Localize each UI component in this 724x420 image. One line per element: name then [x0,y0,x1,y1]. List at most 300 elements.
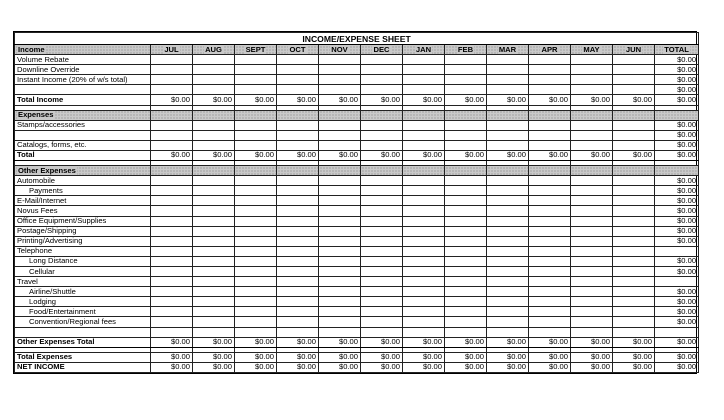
month-cell[interactable] [613,85,655,95]
month-cell[interactable] [235,266,277,276]
month-cell[interactable] [361,266,403,276]
month-cell[interactable] [193,226,235,236]
month-total-cell: $0.00 [445,352,487,362]
month-cell[interactable] [277,317,319,327]
month-cell[interactable] [613,287,655,297]
month-cell[interactable] [319,186,361,196]
month-cell[interactable] [319,277,361,287]
month-cell[interactable] [361,140,403,150]
month-cell[interactable] [151,186,193,196]
month-cell[interactable] [445,65,487,75]
expenses-header [15,110,699,120]
month-cell[interactable] [319,85,361,95]
month-cell[interactable] [277,176,319,186]
month-total-cell: $0.00 [487,352,529,362]
month-cell[interactable] [361,297,403,307]
month-cell[interactable] [361,226,403,236]
month-cell[interactable] [613,246,655,256]
month-total-cell: $0.00 [277,362,319,372]
month-cell[interactable] [403,226,445,236]
month-cell[interactable] [403,287,445,297]
month-cell[interactable] [193,297,235,307]
month-cell[interactable] [277,75,319,85]
month-cell[interactable] [487,196,529,206]
month-cell[interactable] [571,55,613,65]
month-cell[interactable] [361,120,403,130]
month-cell[interactable] [613,277,655,287]
month-cell[interactable] [277,186,319,196]
month-cell[interactable] [193,266,235,276]
month-cell[interactable] [613,226,655,236]
month-cell[interactable] [529,277,571,287]
month-cell[interactable] [613,216,655,226]
month-cell[interactable] [571,120,613,130]
month-cell[interactable] [529,65,571,75]
month-cell[interactable] [445,317,487,327]
month-cell[interactable] [529,176,571,186]
month-cell[interactable] [235,216,277,226]
month-cell[interactable] [151,287,193,297]
month-cell[interactable] [235,297,277,307]
month-cell[interactable] [445,297,487,307]
month-cell[interactable] [571,246,613,256]
month-cell[interactable] [361,55,403,65]
month-cell[interactable] [403,75,445,85]
month-cell[interactable] [487,206,529,216]
month-total-cell: $0.00 [319,337,361,347]
month-cell[interactable] [403,266,445,276]
month-cell[interactable] [319,287,361,297]
month-cell[interactable] [487,65,529,75]
month-cell[interactable] [487,176,529,186]
month-cell[interactable] [487,266,529,276]
month-cell[interactable] [277,266,319,276]
month-cell[interactable] [235,236,277,246]
month-cell[interactable] [235,176,277,186]
month-cell[interactable] [403,277,445,287]
month-cell[interactable] [151,75,193,85]
month-cell[interactable] [529,55,571,65]
month-cell[interactable] [277,130,319,140]
month-cell[interactable] [571,297,613,307]
month-cell[interactable] [487,85,529,95]
month-cell[interactable] [487,55,529,65]
month-cell[interactable] [445,186,487,196]
month-cell[interactable] [361,287,403,297]
month-cell[interactable] [193,140,235,150]
month-cell[interactable] [487,216,529,226]
month-cell[interactable] [403,216,445,226]
month-cell[interactable] [403,65,445,75]
month-cell[interactable] [613,297,655,307]
month-cell[interactable] [235,307,277,317]
month-cell[interactable] [403,196,445,206]
month-cell[interactable] [445,236,487,246]
month-cell[interactable] [571,85,613,95]
month-cell[interactable] [529,120,571,130]
month-cell[interactable] [319,176,361,186]
month-cell[interactable] [571,307,613,317]
month-cell[interactable] [319,130,361,140]
month-cell[interactable] [613,186,655,196]
month-cell[interactable] [571,256,613,266]
month-cell[interactable] [361,246,403,256]
month-cell[interactable] [613,65,655,75]
month-cell[interactable] [193,287,235,297]
month-cell[interactable] [529,186,571,196]
month-cell[interactable] [403,140,445,150]
month-cell[interactable] [193,236,235,246]
month-cell[interactable] [277,216,319,226]
month-cell[interactable] [445,216,487,226]
month-cell[interactable] [235,75,277,85]
month-cell[interactable] [193,216,235,226]
month-cell[interactable] [487,236,529,246]
row-total-cell: $0.00 [655,120,699,130]
month-cell[interactable] [529,307,571,317]
month-cell[interactable] [571,196,613,206]
month-cell[interactable] [319,120,361,130]
month-cell[interactable] [151,256,193,266]
month-cell[interactable] [613,317,655,327]
row-total-cell: $0.00 [655,186,699,196]
month-cell[interactable] [487,256,529,266]
month-cell[interactable] [151,130,193,140]
month-cell[interactable] [277,256,319,266]
month-cell[interactable] [193,120,235,130]
month-cell[interactable] [613,176,655,186]
month-cell[interactable] [571,266,613,276]
month-cell[interactable] [235,186,277,196]
month-cell[interactable] [403,120,445,130]
month-cell[interactable] [529,226,571,236]
line-item-label: Automobile [15,176,151,186]
month-cell[interactable] [193,196,235,206]
month-cell[interactable] [277,246,319,256]
month-cell[interactable] [277,297,319,307]
month-cell[interactable] [193,85,235,95]
line-item-row [15,196,699,206]
month-cell[interactable] [529,140,571,150]
month-cell[interactable] [193,256,235,266]
month-cell[interactable] [613,196,655,206]
month-cell[interactable] [403,236,445,246]
month-cell[interactable] [361,65,403,75]
month-cell[interactable] [319,226,361,236]
month-cell[interactable] [487,246,529,256]
row-total-cell: $0.00 [655,55,699,65]
month-cell[interactable] [361,317,403,327]
month-cell[interactable] [193,277,235,287]
month-cell[interactable] [403,206,445,216]
month-cell[interactable] [403,176,445,186]
month-cell[interactable] [277,236,319,246]
month-cell[interactable] [319,266,361,276]
blank-row [15,130,699,140]
month-cell[interactable] [529,216,571,226]
blank-cell [655,327,699,337]
month-cell[interactable] [445,130,487,140]
month-cell[interactable] [529,246,571,256]
month-cell[interactable] [445,246,487,256]
blank-cell[interactable] [15,130,151,140]
month-cell[interactable] [403,55,445,65]
month-header-11 [613,166,655,176]
month-cell[interactable] [235,256,277,266]
month-cell[interactable] [571,206,613,216]
month-cell[interactable] [277,307,319,317]
net-income-row-label: NET INCOME [15,362,151,372]
month-cell[interactable] [571,186,613,196]
month-cell[interactable] [151,226,193,236]
month-cell[interactable] [277,287,319,297]
month-cell[interactable] [613,236,655,246]
month-cell[interactable] [235,120,277,130]
month-cell[interactable] [319,216,361,226]
month-header-1 [193,110,235,120]
month-cell[interactable] [403,186,445,196]
month-cell[interactable] [277,55,319,65]
month-cell[interactable] [487,186,529,196]
total-header-label: TOTAL [664,44,689,54]
month-cell[interactable] [571,287,613,297]
month-cell[interactable] [529,317,571,327]
month-cell[interactable] [487,226,529,236]
month-cell[interactable] [403,297,445,307]
month-cell[interactable] [613,266,655,276]
month-cell[interactable] [151,307,193,317]
month-cell[interactable] [571,140,613,150]
month-cell[interactable] [613,307,655,317]
month-cell[interactable] [571,176,613,186]
month-cell[interactable] [529,206,571,216]
month-cell[interactable] [403,307,445,317]
month-cell[interactable] [529,130,571,140]
month-cell[interactable] [277,120,319,130]
blank-cell [15,327,151,337]
month-cell[interactable] [529,75,571,85]
month-cell[interactable] [319,307,361,317]
month-cell[interactable] [151,120,193,130]
line-item-row [15,120,699,130]
month-cell[interactable] [571,226,613,236]
month-cell[interactable] [445,307,487,317]
month-total-cell: $0.00 [277,150,319,160]
month-cell[interactable] [151,297,193,307]
month-cell[interactable] [151,206,193,216]
month-cell[interactable] [445,206,487,216]
month-cell[interactable] [319,55,361,65]
month-cell[interactable] [571,130,613,140]
month-cell[interactable] [277,277,319,287]
month-cell[interactable] [235,317,277,327]
month-cell[interactable] [445,176,487,186]
month-cell[interactable] [319,196,361,206]
month-cell[interactable] [571,75,613,85]
month-cell[interactable] [445,120,487,130]
month-cell[interactable] [529,196,571,206]
month-cell[interactable] [193,307,235,317]
month-header-9 [529,166,571,176]
month-cell[interactable] [361,75,403,85]
month-cell[interactable] [235,277,277,287]
month-cell[interactable] [613,206,655,216]
month-cell[interactable] [151,176,193,186]
month-cell[interactable] [151,55,193,65]
blank-cell [445,327,487,337]
month-cell[interactable] [151,216,193,226]
month-header-10 [571,45,613,55]
month-cell[interactable] [571,65,613,75]
month-cell[interactable] [193,55,235,65]
month-cell[interactable] [277,206,319,216]
month-cell[interactable] [193,186,235,196]
month-cell[interactable] [235,65,277,75]
month-header-label: DEC [373,44,390,54]
month-cell[interactable] [319,317,361,327]
month-cell[interactable] [361,176,403,186]
month-cell[interactable] [403,85,445,95]
month-cell[interactable] [529,297,571,307]
month-cell[interactable] [613,256,655,266]
month-cell[interactable] [235,196,277,206]
blank-cell [151,327,193,337]
month-cell[interactable] [487,317,529,327]
month-cell[interactable] [571,236,613,246]
month-cell[interactable] [613,140,655,150]
total-expenses-row [15,352,699,362]
month-cell[interactable] [445,277,487,287]
month-cell[interactable] [151,317,193,327]
other-expenses-header [15,166,699,176]
month-cell[interactable] [571,216,613,226]
month-cell[interactable] [445,256,487,266]
month-cell[interactable] [529,266,571,276]
month-cell[interactable] [529,256,571,266]
month-cell[interactable] [277,65,319,75]
blank-cell [403,327,445,337]
month-cell[interactable] [487,120,529,130]
month-cell[interactable] [277,226,319,236]
month-cell[interactable] [151,85,193,95]
month-cell[interactable] [487,75,529,85]
month-cell[interactable] [361,307,403,317]
month-cell[interactable] [613,120,655,130]
month-cell[interactable] [613,75,655,85]
month-cell[interactable] [151,266,193,276]
month-cell[interactable] [529,287,571,297]
month-cell[interactable] [151,140,193,150]
month-cell[interactable] [445,75,487,85]
month-total-cell: $0.00 [235,150,277,160]
month-cell[interactable] [487,307,529,317]
month-cell[interactable] [319,140,361,150]
month-cell[interactable] [193,65,235,75]
line-item-row [15,206,699,216]
month-cell[interactable] [361,206,403,216]
month-cell[interactable] [319,246,361,256]
month-cell[interactable] [193,317,235,327]
month-cell[interactable] [445,85,487,95]
month-cell[interactable] [319,256,361,266]
month-cell[interactable] [235,140,277,150]
month-cell[interactable] [487,287,529,297]
month-cell[interactable] [193,206,235,216]
month-cell[interactable] [277,85,319,95]
month-cell[interactable] [361,256,403,266]
month-cell[interactable] [613,130,655,140]
month-cell[interactable] [151,246,193,256]
month-cell[interactable] [487,130,529,140]
month-cell[interactable] [151,196,193,206]
month-cell[interactable] [445,196,487,206]
month-cell[interactable] [193,246,235,256]
month-cell[interactable] [235,226,277,236]
month-cell[interactable] [235,206,277,216]
month-cell[interactable] [529,236,571,246]
month-cell[interactable] [151,236,193,246]
month-cell[interactable] [445,140,487,150]
month-cell[interactable] [151,65,193,75]
month-total-cell: $0.00 [319,150,361,160]
month-cell[interactable] [235,287,277,297]
month-cell[interactable] [319,75,361,85]
month-cell[interactable] [151,277,193,287]
month-cell[interactable] [487,297,529,307]
row-total-cell: $0.00 [655,85,699,95]
month-cell[interactable] [445,55,487,65]
month-cell[interactable] [277,140,319,150]
month-cell[interactable] [361,216,403,226]
month-cell[interactable] [361,186,403,196]
month-cell[interactable] [319,297,361,307]
month-cell[interactable] [445,287,487,297]
month-cell[interactable] [235,85,277,95]
month-cell[interactable] [403,256,445,266]
blank-cell[interactable] [15,85,151,95]
month-cell[interactable] [319,206,361,216]
month-cell[interactable] [403,130,445,140]
month-total-cell: $0.00 [319,352,361,362]
month-cell[interactable] [235,246,277,256]
month-cell[interactable] [487,277,529,287]
month-cell[interactable] [193,75,235,85]
month-cell[interactable] [529,85,571,95]
month-cell[interactable] [235,55,277,65]
line-item-label: Telephone [15,246,151,256]
month-cell[interactable] [403,317,445,327]
line-item-label: Cellular [15,266,151,276]
month-cell[interactable] [445,226,487,236]
month-cell[interactable] [403,246,445,256]
month-cell[interactable] [193,130,235,140]
month-cell[interactable] [487,140,529,150]
month-cell[interactable] [613,55,655,65]
month-cell[interactable] [361,277,403,287]
month-cell[interactable] [571,317,613,327]
month-cell[interactable] [277,196,319,206]
month-cell[interactable] [445,266,487,276]
month-cell[interactable] [571,277,613,287]
month-cell[interactable] [235,130,277,140]
month-cell[interactable] [361,196,403,206]
month-cell[interactable] [361,236,403,246]
month-cell[interactable] [319,236,361,246]
month-cell[interactable] [361,85,403,95]
month-cell[interactable] [319,65,361,75]
month-cell[interactable] [361,130,403,140]
month-cell[interactable] [193,176,235,186]
